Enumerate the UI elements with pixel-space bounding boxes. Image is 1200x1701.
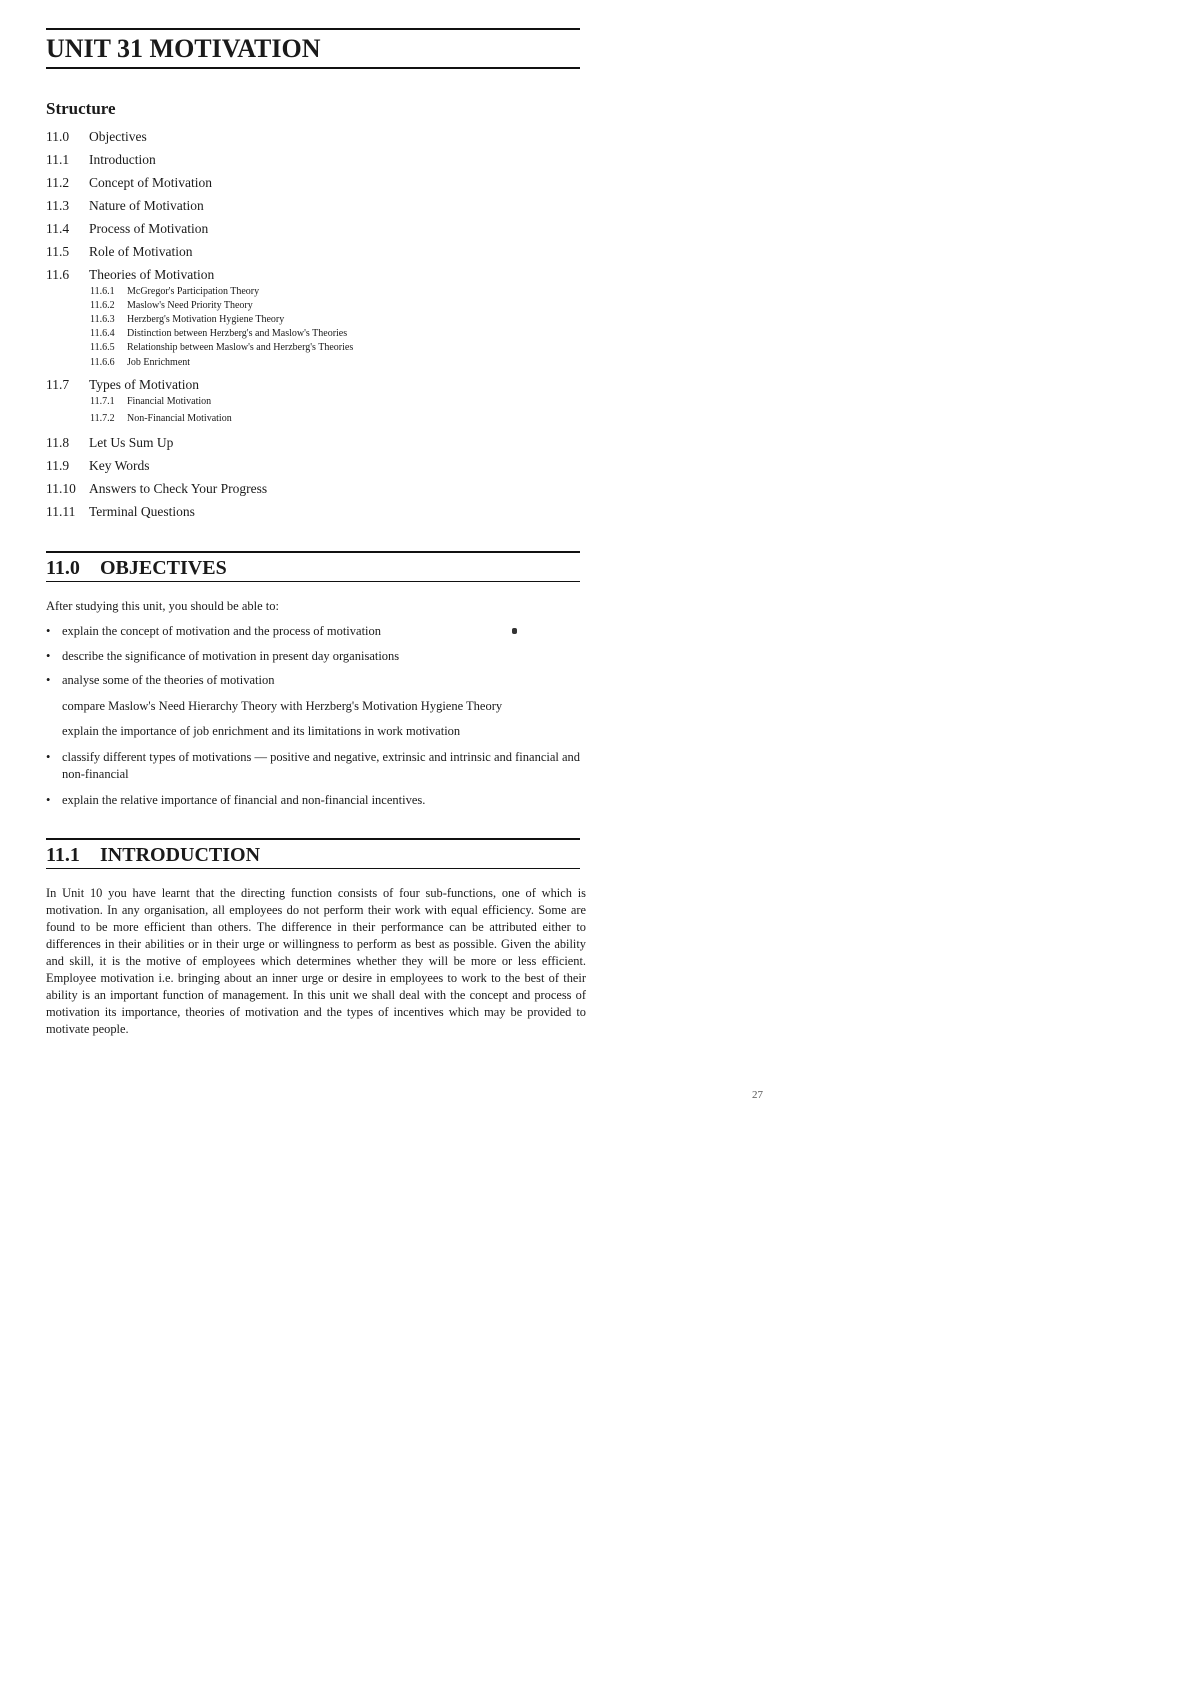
bullet-icon: • — [46, 750, 51, 764]
bullet-icon: • — [46, 649, 51, 663]
document-page: UNIT 31 MOTIVATION Structure 11.0 Objectives 11.1 Introduction 11.2 Concept of Motivation 11.3 Nature of Motivation 11.4 Process of Motivation 11.5 Role of Motivation 11.6 Theories of Motivation 11.6.1 McGregor's Participation Theory 11.6.2 Maslow's Need Priority Theory 11.6.3 Herzberg's Motivation Hygiene Theory 11.6.4 Distinction between Herzberg's and Maslow's Theories 11.6.5 Relationship between Maslow's and Herzberg's Theories 11.6.6 Job Enrichment 11.7 Types of Motivation 11.7.1 Financial Motivation 11.7.2 Non-Financial Motivation 11.8 Let Us Sum Up 11.9 Key Words 11.10 Answers to Check Your Progress 11.11 Terminal Questions 11.0 OBJECTIVES After studying this unit, you should be able to: • explain the concept of motivation and the process of motivation • describe the significance of motivation in present day organisations • analyse some of the theories of motivation compare Maslow's Need Hierarchy Theory with Herzberg's Motivation Hygiene Theory explain the importance of job enrichment and its limitations in work motivation • classify different types of motivations — positive and negative, extrinsic and intrinsic and financial and non-financial • explain the relative importance of financial and non-financial incentives. 11.1 INTRODUCTION In Unit 10 you have learnt that the directing function consists of four sub-functions, one of which is motivation. In any organisation, all employees do not perform their work with equal efficiency. Some are found to be more efficient than others. The difference in their performance can be attributed either to differences in their abilities or in their urge or willingness to perform as best as possible. Given the ability and skill, it is the motive of employees which determines whether they will be more or less efficient. Employee motivation i.e. bringing about an inner urge or desire in employees to work to the best of their ability is an important function of management. In this unit we shall deal with the concept and process of motivation its importance, theories of motivation and the types of incentives which may be provided to motivate people. 27 — [0, 0, 1200, 1701]
section-title: OBJECTIVES — [100, 557, 227, 579]
objectives-lead: After studying this unit, you should be able to: — [46, 599, 279, 613]
bullet-icon: • — [46, 793, 51, 807]
bullet-icon: • — [46, 624, 51, 638]
unit-title: UNIT 31 MOTIVATION — [46, 28, 580, 69]
section-number: 11.0 — [46, 557, 80, 579]
structure-heading: Structure — [46, 99, 116, 118]
page-number: 27 — [752, 1089, 763, 1101]
introduction-heading — [46, 838, 580, 869]
objectives-heading — [46, 551, 580, 582]
bullet-icon: • — [46, 673, 51, 687]
section-title: INTRODUCTION — [100, 844, 261, 866]
introduction-body: In Unit 10 you have learnt that the directing function consists of four sub-functions, one of which is motivation. In any organisation, all employees do not perform their work with equal efficiency. Some are found to be more efficient than others. The difference in their performance can be attributed either to differences in their abilities or in their urge or willingness to perform as best as possible. Given the ability and skill, it is the motive of employees which determines whether they will be more or less efficient. Employee motivation i.e. bringing about an inner urge or desire in employees to work to the best of their ability is an important function of management. In this unit we shall deal with the concept and process of motivation its importance, theories of motivation and the types of incentives which may be provided to motivate people. — [46, 886, 586, 1036]
section-number: 11.1 — [46, 844, 80, 866]
scan-speck — [512, 628, 517, 634]
